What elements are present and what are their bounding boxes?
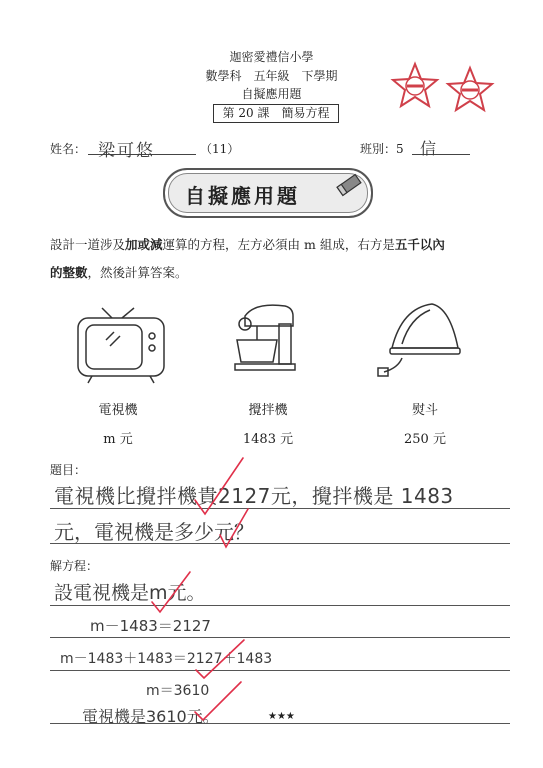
school-name: 迦密愛禮信小學	[229, 50, 314, 64]
class-value: 信	[420, 139, 437, 158]
question-line-2: 元，電視機是多少元？	[54, 520, 254, 544]
item-name-tv: 電視機	[98, 403, 138, 418]
worksheet-title: 自擬應用題	[241, 87, 302, 101]
question-line-1: 電視機比攪拌機貴2127元，攪拌機是 1483	[54, 484, 454, 508]
lesson-box: 第 20 課 簡易方程	[213, 104, 339, 123]
solution-line-4: m＝3610	[146, 683, 210, 699]
name-label: 姓名：	[50, 142, 87, 156]
solution-line-1: 設電視機是m元。	[54, 582, 206, 604]
solution-line-3: m－1483＋1483＝2127＋1483	[60, 651, 273, 667]
item-price-tv: m 元	[103, 432, 133, 447]
item-price-iron: 250 元	[404, 432, 446, 447]
check-mark-icon	[220, 509, 248, 547]
class-label: 班別：5	[360, 142, 404, 156]
instructions-line-2: 的整數，然後計算答案。	[50, 265, 188, 280]
solution-line-2: m－1483＝2127	[90, 617, 211, 635]
check-mark-icon	[195, 458, 243, 514]
check-mark-icon	[195, 682, 241, 720]
stars: ★★★	[268, 711, 295, 722]
banner-title: 自擬應用題	[185, 184, 300, 208]
question-label: 題目：	[50, 463, 87, 477]
check-mark-icon	[196, 640, 244, 678]
solution-label: 解方程：	[50, 559, 99, 573]
check-mark-icon	[152, 572, 190, 612]
item-name-iron: 熨斗	[411, 403, 438, 418]
item-name-mixer: 攪拌機	[248, 403, 288, 418]
instructions: 設計一道涉及加或減運算的方程，左方必須由 m 組成，右方是五千以內	[50, 237, 445, 252]
student-number: （11）	[200, 142, 240, 156]
item-price-mixer: 1483 元	[242, 432, 294, 447]
name-value: 梁可悠	[98, 141, 155, 161]
solution-line-5: 電視機是3610元。	[82, 707, 219, 726]
subject-line: 數學科 五年級 下學期	[205, 69, 338, 83]
